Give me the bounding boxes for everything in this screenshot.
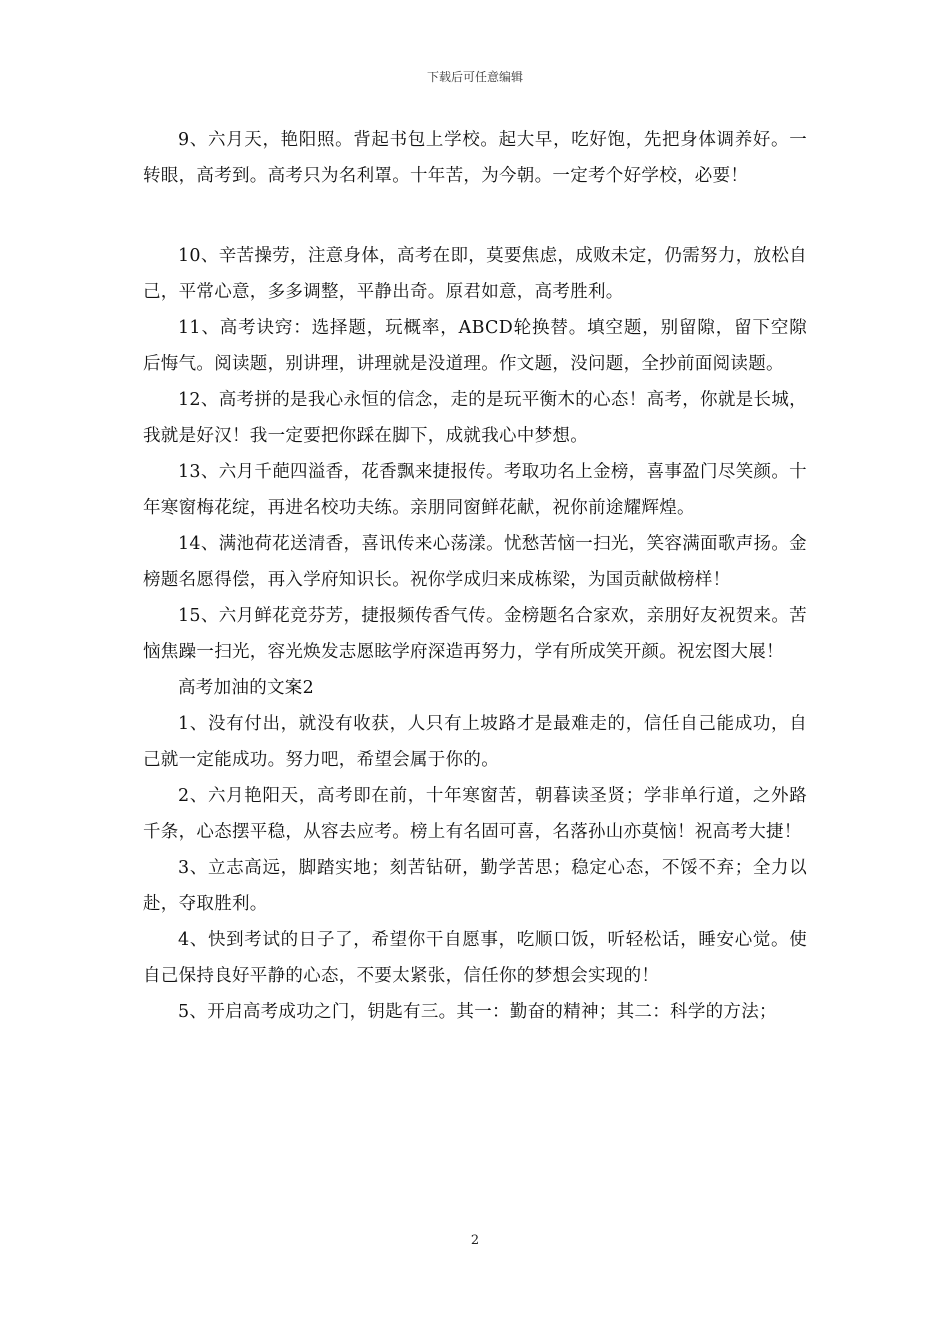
- paragraph-item-5: 5、开启高考成功之门，钥匙有三。其一：勤奋的精神；其二：科学的方法；: [178, 1002, 777, 1022]
- paragraph-item-3: 3、立志高远，脚踏实地；刻苦钻研，勤学苦思；稳定心态，不馁不弃；全力以赴，夺取胜利。: [143, 858, 807, 914]
- paragraph-item-13: 13、六月千葩四溢香，花香飘来捷报传。考取功名上金榜，喜事盈门尽笑颜。十年寒窗梅花绽，再进名校功夫练。亲朋同窗鲜花献，祝你前途耀辉煌。: [143, 462, 807, 518]
- paragraph-item-2: 2、六月艳阳天，高考即在前，十年寒窗苦，朝暮读圣贤；学非单行道，之外路千条，心态摆平稳，从容去应考。榜上有名固可喜，名落孙山亦莫恼！祝高考大捷！: [143, 786, 807, 842]
- page-number: 2: [470, 1233, 480, 1248]
- paragraph-item-1: 1、没有付出，就没有收获，人只有上坡路才是最难走的，信任自己能成功，自己就一定能成功。努力吧，希望会属于你的。: [143, 714, 807, 770]
- document-body: [143, 122, 807, 1030]
- paragraph-item-14: 14、满池荷花送清香，喜讯传来心荡漾。忧愁苦恼一扫光，笑容满面歌声扬。金榜题名愿得偿，再入学府知识长。祝你学成归来成栋梁，为国贡献做榜样！: [143, 534, 807, 590]
- paragraph-item-9: 9、六月天，艳阳照。背起书包上学校。起大早，吃好饱，先把身体调养好。一转眼，高考到。高考只为名利罩。十年苦，为今朝。一定考个好学校，必要！: [143, 130, 807, 186]
- paragraph-item-10: 10、辛苦操劳，注意身体，高考在即，莫要焦虑，成败未定，仍需努力，放松自己，平常心意，多多调整，平静出奇。原君如意，高考胜利。: [143, 246, 807, 302]
- section-heading: 高考加油的文案2: [178, 678, 315, 698]
- paragraph-item-12: 12、高考拼的是我心永恒的信念，走的是玩平衡木的心态！高考，你就是长城，我就是好汉！我一定要把你踩在脚下，成就我心中梦想。: [143, 390, 807, 446]
- paragraph-item-4: 4、快到考试的日子了，希望你干自愿事，吃顺口饭，听轻松话，睡安心觉。使自己保持良好平静的心态，不要太紧张，信任你的梦想会实现的！: [143, 930, 807, 986]
- paragraph-item-11: 11、高考诀窍：选择题，玩概率，ABCD轮换替。填空题，别留隙，留下空隙后悔气。阅读题，别讲理，讲理就是没道理。作文题，没问题，全抄前面阅读题。: [143, 318, 807, 374]
- paragraph-item-15: 15、六月鲜花竞芬芳，捷报频传香气传。金榜题名合家欢，亲朋好友祝贺来。苦恼焦躁一扫光，容光焕发志愿眩学府深造再努力，学有所成笑开颜。祝宏图大展！: [143, 606, 807, 662]
- page-header: 下载后可任意编辑: [426, 70, 523, 84]
